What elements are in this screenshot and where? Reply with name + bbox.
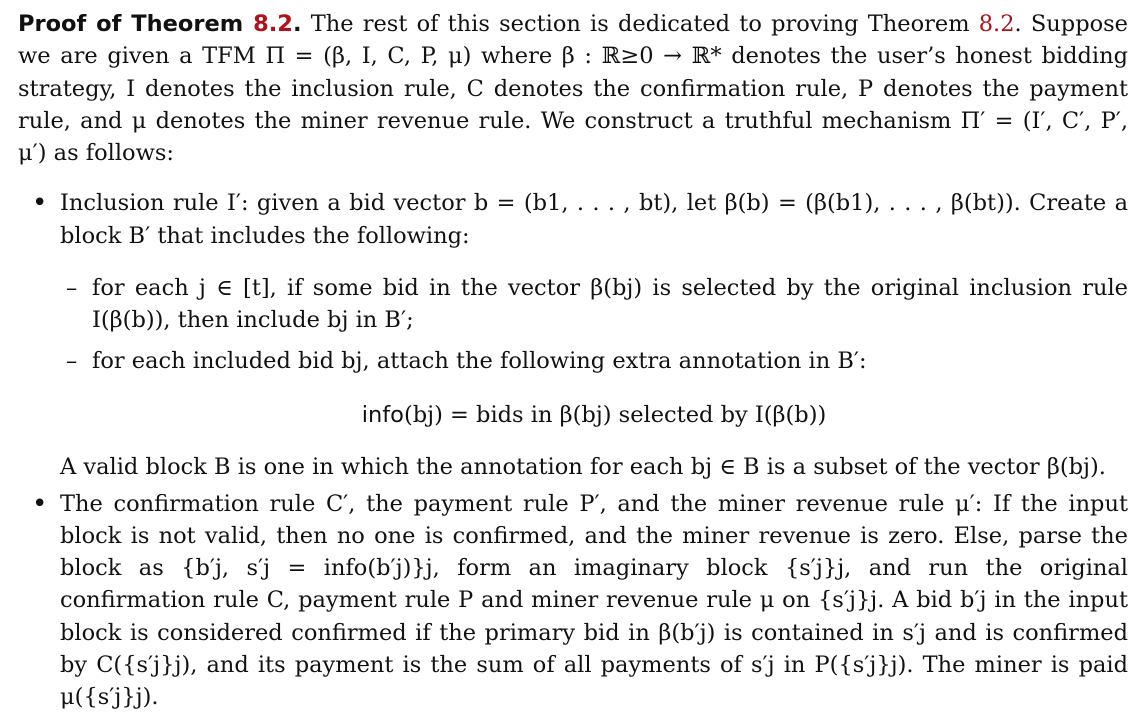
inclusion-rule-text: Inclusion rule I′: given a bid vector b = (b1, . . . , bt), let β(b) = (β(b1), . . . , β(bt)). Create a block B′ that includes the following: bbox=[60, 190, 1128, 249]
inclusion-subitems bbox=[60, 272, 1128, 377]
theorem-ref-link[interactable]: 8.2 bbox=[253, 11, 293, 37]
inclusion-subitem-select: – for each j ∈ [t], if some bid in the vector β(bj) is selected by the original inclusion rule I(β(b)), then include bj in B′; bbox=[60, 272, 1128, 337]
paper-page bbox=[18, 8, 1128, 714]
proof-heading: Proof of Theorem 8.2. bbox=[18, 11, 302, 37]
info-equation-rest: (bj) = bids in β(bj) selected by I(β(b)) bbox=[403, 401, 827, 428]
intro-text-a: The rest of this section is dedicated to proving Theorem bbox=[310, 11, 979, 37]
valid-block-definition: A valid block B is one in which the annotation for each bj ∈ B is a subset of the vector β(bj). bbox=[60, 454, 1106, 481]
inclusion-subitem-annotate: – for each included bid bj, attach the following extra annotation in B′: bbox=[60, 345, 1128, 377]
info-display-equation bbox=[60, 399, 1128, 431]
confirmation-rule-text: The confirmation rule C′, the payment rule P′, and the miner revenue rule μ′: If the input block is not valid, then no one is confirmed, and the miner revenue is zero. Else, parse the block as {b′j, s′j = info(b′j)}j, form an imaginary block {s′j}j, and run the original confirmation rule C, payment rule P and miner revenue rule μ on {s′j}j. A bid b′j in the input block is considered confirmed if the primary bid in β(b′j) is contained in s′j and is confirmed by C({s′j}j), and its payment is the sum of all payments of s′j in P({s′j}j). The miner is paid μ({s′j}j). bbox=[60, 490, 1128, 711]
info-function-name: info bbox=[361, 401, 404, 428]
theorem-ref-link-2[interactable]: 8.2 bbox=[978, 11, 1015, 37]
inclusion-rule-item bbox=[18, 187, 1128, 483]
intro-text-b: . Suppose we are given a TFM Π = (β, I, C, P, μ) where β : ℝ≥0 → ℝ* denotes the user’s honest bidding strategy, I denotes the inclusion rule, C denotes the confirmation rule, P denotes the payment rule, and μ denotes the miner revenue rule. We construct a truthful mechanism Π′ = (I′, C′, P′, μ′) as follows: bbox=[18, 11, 1128, 167]
proof-intro-paragraph bbox=[18, 8, 1128, 169]
confirmation-rule-item bbox=[18, 488, 1128, 714]
mechanism-rules-list bbox=[18, 187, 1128, 713]
